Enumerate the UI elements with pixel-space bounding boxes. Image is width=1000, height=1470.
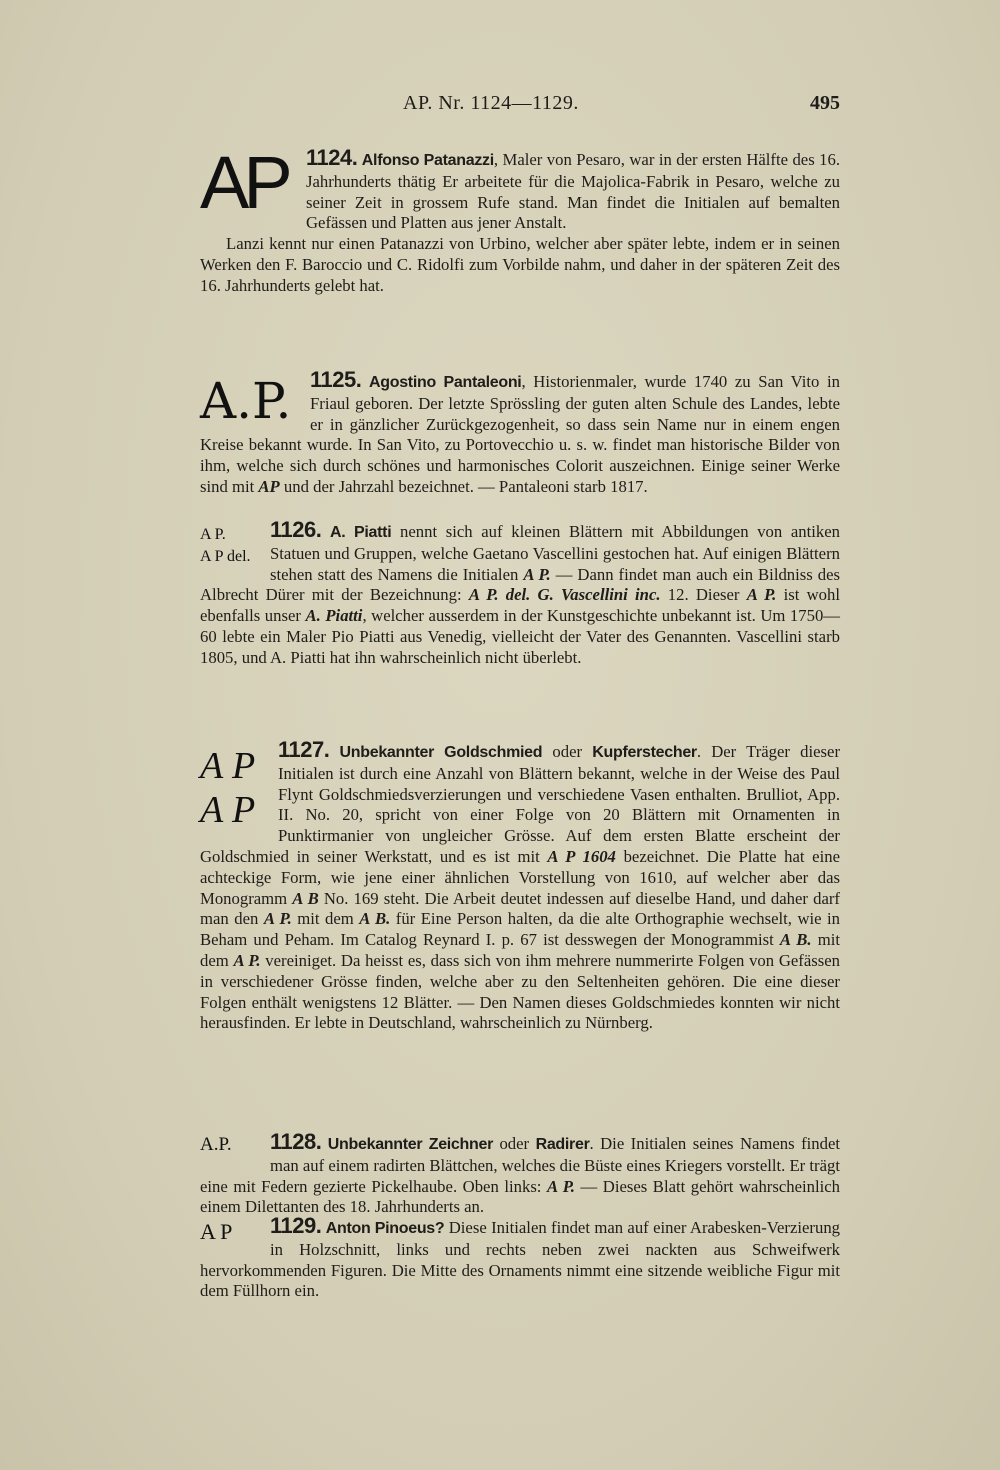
- entry-text: , Historienmaler, wurde 1740 zu San Vito in Friaul geboren. Der letzte Sprössling der guten alten Schule des Landes, lebte er in gänzlicher Zurückgezogenheit, so dass sein Name nur in einem engen Kreise bekannt wurde. In San Vito, zu Portovecchio u. s. w. findet man historische Bilder von ihm, welche sich durch schönes und harmonisches Colorit auszeichnen. Einige seiner Werke sind mit: [200, 372, 840, 496]
- page-header: [200, 92, 840, 122]
- monogram-1124: AP: [200, 141, 287, 224]
- mark-text: A P.: [233, 950, 261, 970]
- entry-text: — Dieses Blatt gehört wahrscheinlich einem Dilettanten des 18. Jahrhunderts an.: [200, 1176, 840, 1217]
- mark-text: A P.: [263, 909, 292, 929]
- entry-text: bezeichnet. Die Platte hat eine achteckige Form, wie jene einer ähnlichen Vorstellung von 1610, auf welcher aber das Monogramm: [200, 846, 840, 908]
- monogram-1126: [200, 524, 260, 568]
- monogram-line: A P: [200, 745, 256, 787]
- artist-name: Anton Pinoeus?: [325, 1220, 445, 1237]
- entry-1129-paragraph: [200, 1213, 841, 1302]
- entry-text: mit dem: [291, 909, 360, 929]
- monogram-1127: [200, 744, 268, 832]
- mark-text: A P.: [523, 564, 551, 584]
- monogram-1128: A.P.: [200, 1134, 232, 1155]
- monogram-1129: A P: [200, 1219, 233, 1244]
- entry-text: , welcher ausserdem in der Kunstgeschichte unbekannt ist. Um 1750—60 lebte ein Maler Pio Piatti aus Venedig, vielleicht der Vater des Genannten. Vascellini starb 1805, und A. Piatti hat ihn wahrscheinlich nicht überlebt.: [200, 606, 840, 667]
- running-title: AP. Nr. 1124—1129.: [403, 92, 579, 114]
- entry-text: Diese Initialen findet man auf einer Arabesken-Verzierung in Holzschnitt, links und rechts neben zwei nackten aus Schweifwerk hervorkommenden Figuren. Die Mitte des Ornaments nimmt eine sitzende weibliche Figur mit dem Füllhorn ein.: [200, 1218, 841, 1301]
- mark-text: A B.: [359, 909, 391, 929]
- entry-1124-paragraph-2: Lanzi kennt nur einen Patanazzi von Urbino, welcher aber später lebte, indem er in seinen Werken den F. Baroccio und C. Ridolfi zum Vorbilde nahm, und daher in der späteren Zeit des 16. Jahrhunderts gelebt hat.: [200, 234, 840, 295]
- entry-1128-paragraph: [200, 1129, 841, 1218]
- artist-name: Alfonso Patanazzi: [361, 152, 494, 169]
- artist-name-alt: Radirer: [535, 1136, 590, 1153]
- monogram-line: A P del.: [200, 548, 251, 565]
- entry-text: nennt sich auf kleinen Blättern mit Abbildungen von antiken Statuen und Gruppen, welche Gaetano Vascellini gestochen hat. Auf einigen Blättern stehen statt des Namens die Initialen: [270, 522, 840, 584]
- connector-text: oder: [493, 1134, 536, 1153]
- entry-1127: [200, 737, 841, 1034]
- entry-1124: [200, 141, 841, 297]
- mark-text: AP: [258, 476, 280, 496]
- entry-text: mit dem: [200, 930, 840, 970]
- artist-name-alt: Kupferstecher: [592, 744, 697, 761]
- entry-text: und der Jahrzahl bezeichnet. — Pantaleoni starb 1817.: [279, 476, 648, 496]
- entry-number: 1126.: [270, 517, 322, 542]
- entry-number: 1124.: [306, 145, 358, 170]
- mark-text: A P.: [547, 1176, 575, 1196]
- entry-text: für Eine Person halten, da die alte Orthographie wechselt, wie in Beham und Peham. Im Catalog Reynard I. p. 67 ist desswegen der Monogrammist: [200, 909, 841, 950]
- artist-name: Unbekannter Goldschmied: [339, 744, 543, 761]
- entry-text: . Die Initialen seines Namens findet man auf einem radirten Blättchen, welches die Büste eines Kriegers vorstellt. Er trägt eine mit Federn gezierte Pickelhaube. Oben links:: [200, 1134, 841, 1196]
- entry-text: ist wohl ebenfalls unser: [200, 585, 840, 626]
- mark-text: A B: [292, 888, 319, 908]
- mark-text: A B.: [779, 930, 812, 950]
- entry-1126-paragraph: [200, 517, 841, 669]
- entry-1125: [200, 367, 840, 498]
- entry-1129: [200, 1213, 841, 1302]
- monogram-line: A P: [200, 789, 256, 831]
- entry-text: 12. Dieser: [660, 585, 747, 605]
- entry-text: , Maler von Pesaro, war in der ersten Hälfte des 16. Jahrhunderts thätig Er arbeitete für die Majolica-Fabrik in Pesaro, welche zu seiner Zeit in grossem Rufe stand. Man findet die Initialen auf bemalten Gefässen und Platten aus jener Anstalt.: [306, 150, 841, 233]
- monogram-line: A P.: [200, 526, 226, 543]
- entry-1126: [200, 517, 841, 669]
- page-number: 495: [810, 92, 840, 114]
- entry-text: No. 169 steht. Die Arbeit deutet indessen auf dieselbe Hand, und daher darf man den: [200, 888, 840, 929]
- mark-text: A P.: [746, 585, 777, 605]
- artist-name: Agostino Pantaleoni: [369, 374, 522, 391]
- entry-number: 1128.: [270, 1129, 322, 1154]
- mark-text: A P. del. G. Vascellini inc.: [468, 585, 661, 605]
- entry-text: . Der Träger dieser Initialen ist durch eine Anzahl von Blättern bekannt, welche in der Weise des Paul Flynt Goldschmiedsverzierungen und verschiedene Vasen enthalten. Brulliot, App. II. No. 20, spricht von einer Folge von 20 Blättern mit Ornamenten in Punktirmanier von ungleicher Grösse. Auf dem ersten Blatte erscheint der Goldschmied in seiner Werkstatt, und es ist mit: [200, 742, 841, 866]
- entry-1127-paragraph: [200, 737, 841, 1034]
- entry-1128: [200, 1129, 841, 1218]
- entry-text: — Dann findet man auch ein Bildniss des Albrecht Dürer mit der Bezeichnung:: [200, 564, 841, 605]
- mark-text: A. Piatti: [305, 606, 363, 626]
- artist-name: Unbekannter Zeichner: [327, 1136, 494, 1153]
- mark-text: A P 1604: [547, 846, 616, 866]
- artist-name: A. Piatti: [330, 524, 392, 541]
- entry-number: 1127.: [278, 737, 330, 762]
- entry-number: 1125.: [310, 367, 362, 392]
- entry-1124-paragraph-1: [200, 141, 841, 234]
- entry-number: 1129.: [270, 1213, 322, 1238]
- connector-text: oder: [542, 742, 593, 761]
- monogram-1125: A.P.: [200, 372, 292, 430]
- entry-text: vereiniget. Da heisst es, dass sich von ihm mehrere nummerirte Folgen von Gefässen in verschiedener Grösse finden, welche aber zu den Seltenheiten gehören. Die eine dieser Folgen enthält wenigstens 12 Blätter. — Den Namen dieses Goldschmiedes konnten wir nicht herausfinden. Er lebte in Deutschland, wahrscheinlich zu Nürnberg.: [200, 950, 840, 1033]
- entry-1125-paragraph: [200, 367, 840, 498]
